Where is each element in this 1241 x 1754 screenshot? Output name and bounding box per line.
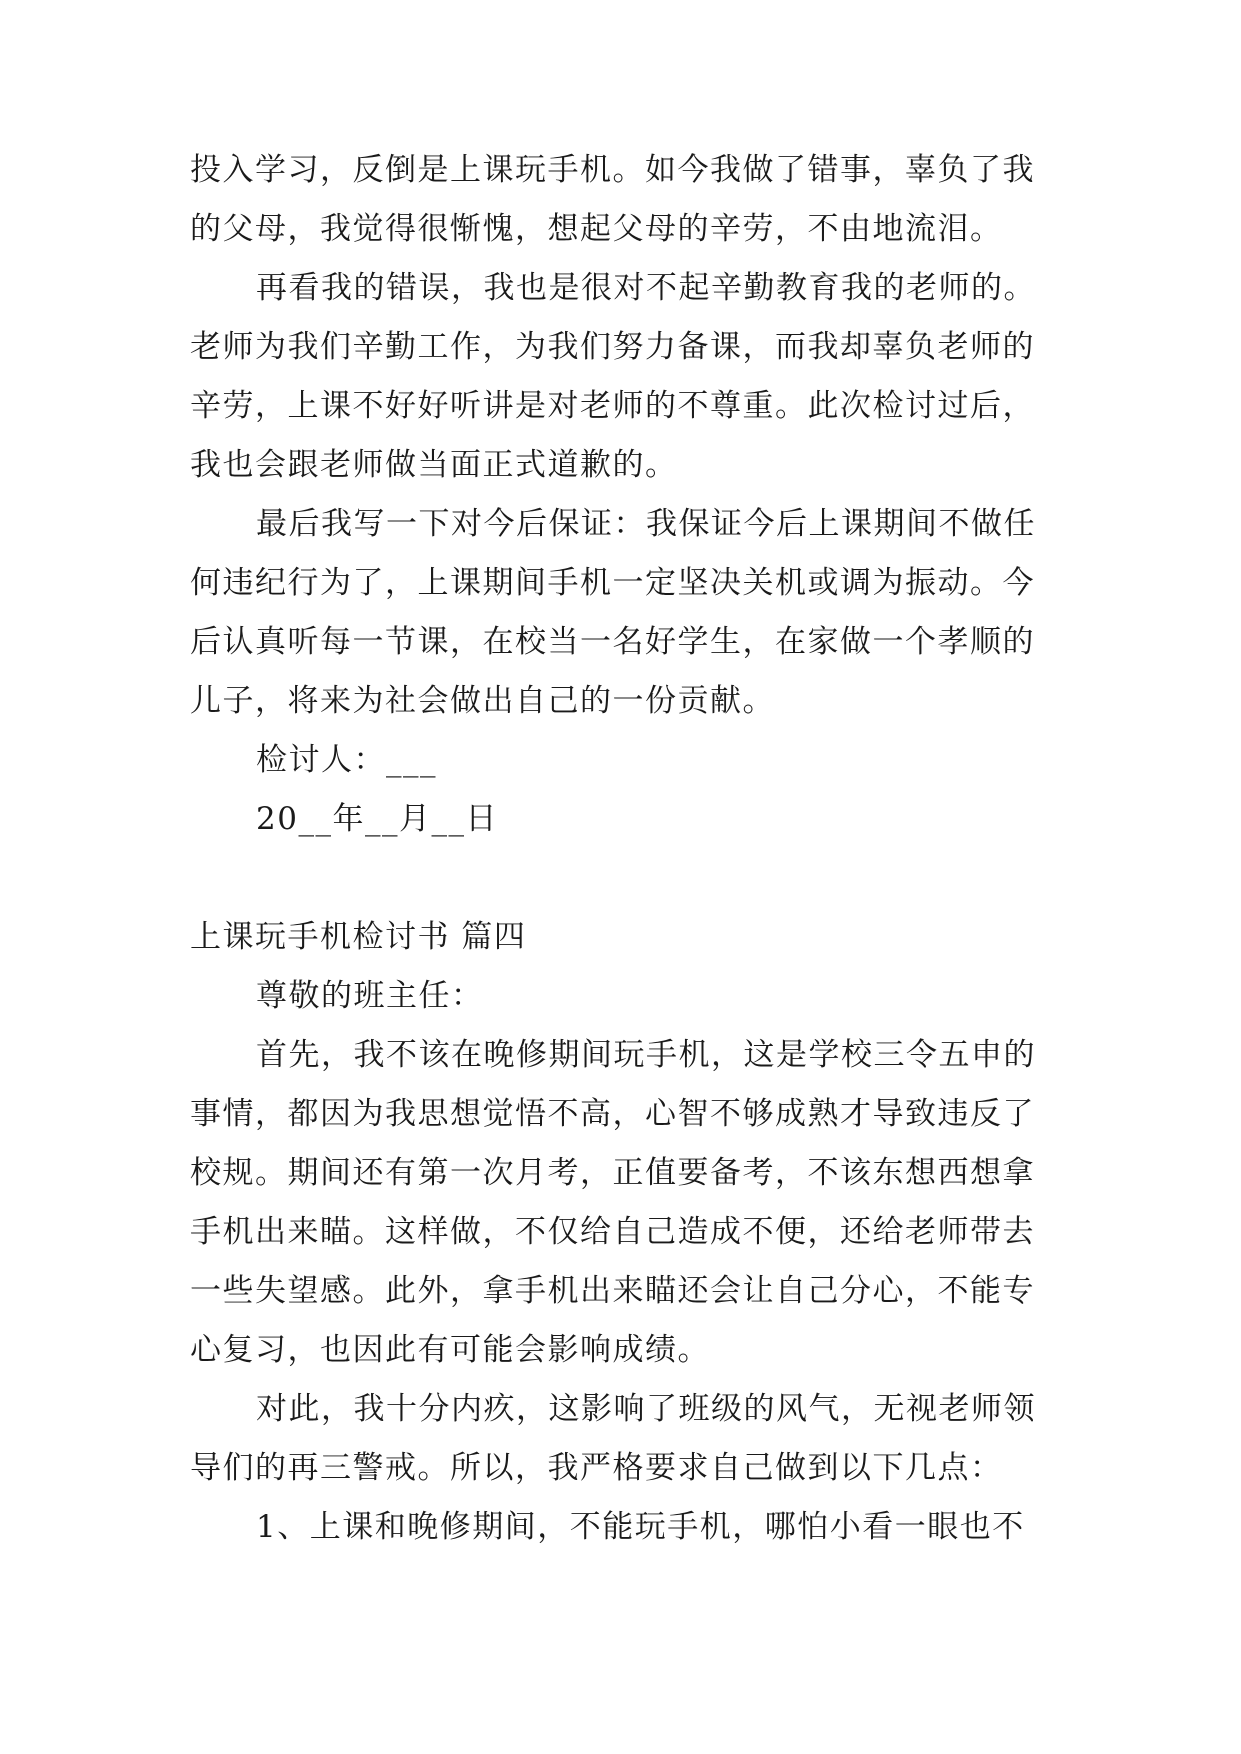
section-heading: 上课玩手机检讨书 篇四 — [190, 919, 527, 955]
salutation: 尊敬的班主任： — [256, 978, 484, 1014]
paragraph-line: 何违纪行为了，上课期间手机一定坚决关机或调为振动。今 — [190, 565, 1035, 601]
paragraph-line: 首先，我不该在晚修期间玩手机，这是学校三令五申的 — [256, 1037, 1036, 1073]
list-item: 1、上课和晚修期间，不能玩手机，哪怕小看一眼也不 — [256, 1509, 1025, 1545]
paragraph-line: 事情，都因为我思想觉悟不高，心智不够成熟才导致违反了 — [190, 1096, 1035, 1132]
paragraph-line: 辛劳，上课不好好听讲是对老师的不尊重。此次检讨过后， — [190, 388, 1035, 424]
signature-line: 检讨人：___ — [256, 742, 437, 778]
paragraph-line: 投入学习，反倒是上课玩手机。如今我做了错事，辜负了我 — [190, 152, 1035, 188]
paragraph-line: 校规。期间还有第一次月考，正值要备考，不该东想西想拿 — [190, 1155, 1035, 1191]
paragraph-line: 儿子，将来为社会做出自己的一份贡献。 — [190, 683, 775, 719]
paragraph-line: 心复习，也因此有可能会影响成绩。 — [190, 1332, 710, 1368]
paragraph-line: 后认真听每一节课，在校当一名好学生，在家做一个孝顺的 — [190, 624, 1035, 660]
paragraph-line: 再看我的错误，我也是很对不起辛勤教育我的老师的。 — [256, 270, 1036, 306]
paragraph-line: 的父母，我觉得很惭愧，想起父母的辛劳，不由地流泪。 — [190, 211, 1003, 247]
paragraph-line: 一些失望感。此外，拿手机出来瞄还会让自己分心，不能专 — [190, 1273, 1035, 1309]
date-line: 20__年__月__日 — [256, 801, 498, 837]
paragraph-line: 对此，我十分内疚，这影响了班级的风气，无视老师领 — [256, 1391, 1036, 1427]
paragraph-line: 手机出来瞄。这样做，不仅给自己造成不便，还给老师带去 — [190, 1214, 1035, 1250]
paragraph-line: 最后我写一下对今后保证：我保证今后上课期间不做任 — [256, 506, 1036, 542]
paragraph-line: 导们的再三警戒。所以，我严格要求自己做到以下几点： — [190, 1450, 1003, 1486]
paragraph-line: 老师为我们辛勤工作，为我们努力备课，而我却辜负老师的 — [190, 329, 1035, 365]
paragraph-line: 我也会跟老师做当面正式道歉的。 — [190, 447, 678, 483]
